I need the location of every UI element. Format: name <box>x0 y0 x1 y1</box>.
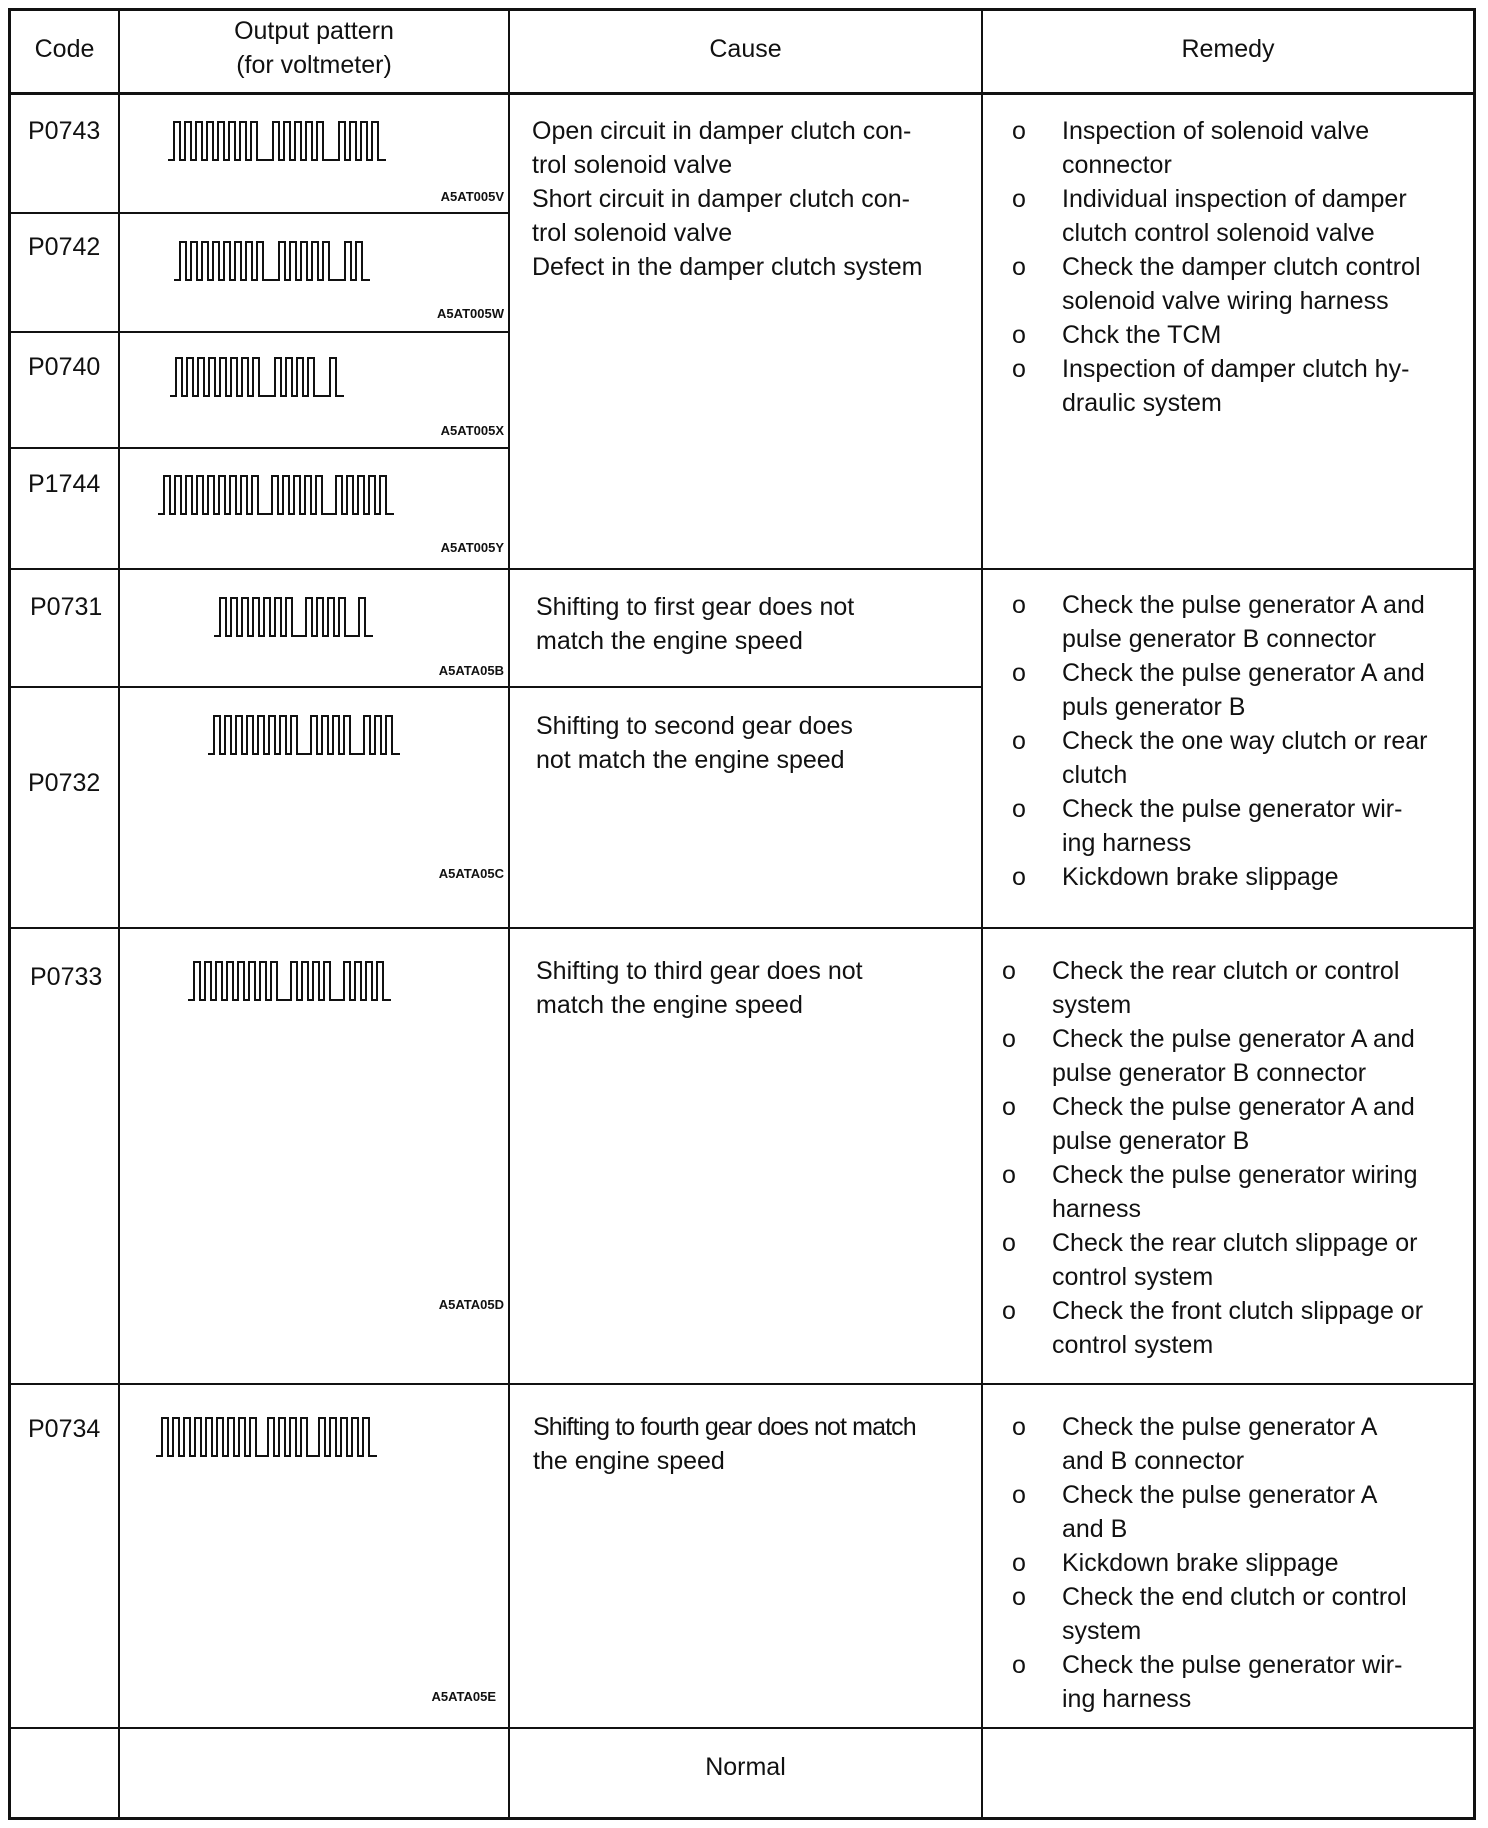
figure-code: A5ATA05B <box>438 663 504 678</box>
row-divider <box>8 568 1476 570</box>
bullet: o <box>1002 957 1016 985</box>
row-subdivider <box>8 331 510 333</box>
bullet: o <box>1012 1413 1026 1441</box>
bullet: o <box>1002 1229 1016 1257</box>
cause-line: Shifting to third gear does not <box>536 957 863 985</box>
remedy-item: o Chck the TCM <box>1012 318 1421 352</box>
remedy-item: o Check the pulse generator wir- ing harness <box>1012 1648 1407 1716</box>
figure-code: A5AT005X <box>440 423 504 438</box>
bullet: o <box>1012 795 1026 823</box>
remedy-item: o Check the pulse generator A and B connector <box>1012 1410 1407 1478</box>
remedy-item: o Check the pulse generator wir- ing harness <box>1012 792 1427 860</box>
cause-line: Shifting to second gear does <box>536 712 853 740</box>
bullet: o <box>1002 1297 1016 1325</box>
bullet: o <box>1012 253 1026 281</box>
remedy-item: o Kickdown brake slippage <box>1012 1546 1407 1580</box>
code-cell: P0740 <box>28 353 101 381</box>
cause-line: Shifting to fourth gear does not match <box>533 1413 916 1441</box>
figure-code: A5ATA05C <box>438 866 504 881</box>
row-subdivider <box>8 212 510 214</box>
cause-cell <box>532 114 922 284</box>
cause-cell <box>536 590 854 658</box>
bullet: o <box>1012 185 1026 213</box>
bullet: o <box>1012 863 1026 891</box>
row-subdivider <box>8 686 983 688</box>
remedy-item: o Check the damper clutch control solenoid valve wiring harness <box>1012 250 1421 318</box>
figure-code: A5ATA05E <box>431 1689 496 1704</box>
remedy-item: o Inspection of solenoid valve connector <box>1012 114 1421 182</box>
header-output-pattern-line1: Output pattern <box>234 17 394 45</box>
figure-code: A5ATA05D <box>438 1297 504 1312</box>
bullet: o <box>1012 117 1026 145</box>
cause-line: Open circuit in damper clutch con- <box>532 117 912 145</box>
remedy-item: o Check the pulse generator A and pulse generator B connector <box>1002 1022 1423 1090</box>
output-pattern-waveform <box>156 1414 422 1460</box>
bullet: o <box>1012 1549 1026 1577</box>
code-cell: P0742 <box>28 233 101 261</box>
header-cause: Cause <box>709 35 782 63</box>
output-pattern-waveform <box>174 238 436 284</box>
cause-line: match the engine speed <box>536 627 803 655</box>
remedy-item: o Check the pulse generator A and puls generator B <box>1012 656 1427 724</box>
remedy-item: o Check the front clutch slippage or control system <box>1002 1294 1423 1362</box>
figure-code: A5AT005V <box>440 189 504 204</box>
row-subdivider <box>8 447 510 449</box>
remedy-item: o Check the end clutch or control system <box>1012 1580 1407 1648</box>
bullet: o <box>1012 1481 1026 1509</box>
bullet: o <box>1012 1651 1026 1679</box>
header-output-pattern-line2: (for voltmeter) <box>236 51 392 79</box>
row-divider <box>8 927 1476 929</box>
cause-line: trol solenoid valve <box>532 151 733 179</box>
cause-line: not match the engine speed <box>536 746 845 774</box>
output-pattern-waveform <box>158 472 448 518</box>
cause-line: Shifting to first gear does not <box>536 593 855 621</box>
remedy-list <box>1002 954 1423 1362</box>
remedy-item: o Individual inspection of damper clutch control solenoid valve <box>1012 182 1421 250</box>
table-border-top <box>8 8 1476 11</box>
remedy-item: o Check the pulse generator A and pulse generator B connector <box>1012 588 1427 656</box>
bullet: o <box>1012 659 1026 687</box>
table-border-right <box>1473 8 1476 1820</box>
remedy-item: o Kickdown brake slippage <box>1012 860 1427 894</box>
remedy-item: o Inspection of damper clutch hy- draulic system <box>1012 352 1421 420</box>
code-cell: P0743 <box>28 117 101 145</box>
remedy-list <box>1012 1410 1407 1716</box>
cause-line: match the engine speed <box>536 991 803 1019</box>
remedy-list <box>1012 588 1427 894</box>
code-cell: P0732 <box>28 769 101 797</box>
column-divider <box>118 8 120 1820</box>
bullet: o <box>1012 355 1026 383</box>
remedy-list <box>1012 114 1421 420</box>
header-remedy: Remedy <box>1181 35 1275 63</box>
output-pattern-waveform <box>208 712 438 758</box>
table-border-bottom <box>8 1817 1476 1820</box>
cause-line: trol solenoid valve <box>532 219 733 247</box>
table-border-left <box>8 8 11 1820</box>
code-cell: P0734 <box>28 1415 101 1443</box>
cause-line: Defect in the damper clutch system <box>532 253 923 281</box>
cause-line: the engine speed <box>533 1447 725 1475</box>
figure-code: A5AT005Y <box>440 540 504 555</box>
row-divider <box>8 1383 1476 1385</box>
figure-code: A5AT005W <box>437 306 504 321</box>
header-code: Code <box>34 35 95 63</box>
output-pattern-waveform <box>168 118 440 164</box>
output-pattern-waveform <box>170 354 420 400</box>
cause-cell <box>533 1410 916 1478</box>
column-divider <box>981 8 983 1820</box>
remedy-item: o Check the rear clutch slippage or control system <box>1002 1226 1423 1294</box>
bullet: o <box>1012 321 1026 349</box>
cause-cell <box>536 954 863 1022</box>
header-output-pattern <box>120 14 508 82</box>
row-divider <box>8 92 1476 95</box>
remedy-item: o Check the pulse generator A and pulse generator B <box>1002 1090 1423 1158</box>
remedy-item: o Check the pulse generator wiring harness <box>1002 1158 1423 1226</box>
row-divider <box>8 1727 1476 1729</box>
cause-line: Short circuit in damper clutch con- <box>532 185 910 213</box>
bullet: o <box>1012 1583 1026 1611</box>
code-cell: P1744 <box>28 470 101 498</box>
output-pattern-waveform <box>188 958 440 1004</box>
bullet: o <box>1002 1161 1016 1189</box>
remedy-item: o Check the pulse generator A and B <box>1012 1478 1407 1546</box>
remedy-item: o Check the rear clutch or control system <box>1002 954 1423 1022</box>
cause-cell <box>536 709 853 777</box>
cause-cell: Normal <box>705 1753 786 1781</box>
remedy-item: o Check the one way clutch or rear clutch <box>1012 724 1427 792</box>
bullet: o <box>1002 1025 1016 1053</box>
code-cell: P0731 <box>30 593 103 621</box>
bullet: o <box>1002 1093 1016 1121</box>
bullet: o <box>1012 591 1026 619</box>
output-pattern-waveform <box>214 594 430 640</box>
code-cell: P0733 <box>30 963 103 991</box>
bullet: o <box>1012 727 1026 755</box>
column-divider <box>508 8 510 1820</box>
